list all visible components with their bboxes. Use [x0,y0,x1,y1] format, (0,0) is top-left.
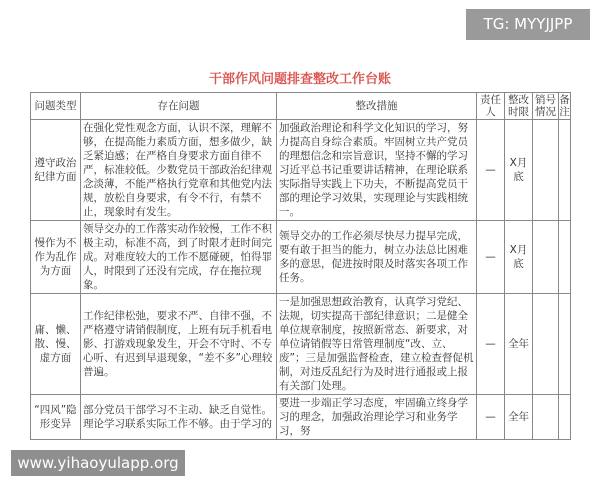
cell-type: 庸、懒、散、慢、虚方面 [31,294,81,395]
header-remark: 备注 [559,94,570,118]
header-status: 销号情况 [533,93,559,120]
cell-measure: 要进一步端正学习态度，牢固确立终身学习的理念，加强政治理论学习和业务学习，努 [277,395,477,440]
header-person: 责任人 [477,93,505,120]
cell-measure: 领导交办的工作必须尽快尽力提早完成，要有敢于担当的能力，树立办法总比困难多的意思，促进按时限及时落实各项工作任务。 [277,221,477,294]
document-title: 干部作风问题排查整改工作台账 [208,72,391,87]
cell-status [533,120,559,221]
cell-measure: 一是加强思想政治教育，认真学习党纪、法规，切实提高干部纪律意识；二是健全单位规章制度，按照新常态、新要求，对单位请销假等日常管理制度“改、立、废”；三是加强监督检查，建立检查督促机制，对违反乱纪行为及时进行通报或上报有关部门处理。 [277,294,477,395]
cell-measure: 加强政治理论和科学文化知识的学习，努力提高自身综合素质。牢固树立共产党员的理想信念和宗旨意识，坚持不懈的学习习近平总书记重要讲话精神，在理论联系实际指导实践上下功夫，不断提高党员干部的理论学习效果，实现理论与实践相统一。 [277,120,477,221]
cell-problem: 在强化党性观念方面，认识不深，理解不够，在提高能力素质方面，想多做少，缺乏紧迫感；在严格自身要求方面自律不严，标准较低。少数党员干部政治纪律观念淡薄，不能严格执行党章和其他党内法规，放松自身要求，有令不行，有禁不止，现象时有发生。 [81,120,277,221]
rectification-ledger-table [30,92,571,440]
header-type: 问题类型 [31,93,81,120]
table-row [31,294,571,395]
table-row [31,221,571,294]
table-row [31,120,571,221]
site-watermark: www.yihaoyulapp.org [11,450,185,476]
cell-status [533,294,559,395]
cell-person: — [477,120,505,221]
cell-type: 遵守政治纪律方面 [31,120,81,221]
header-problem: 存在问题 [81,93,277,120]
header-measure: 整改措施 [277,93,477,120]
cell-type: 慢作为不作为乱作为方面 [31,221,81,294]
table-row [31,395,571,440]
cell-person: — [477,294,505,395]
cell-remark [559,294,571,395]
cell-deadline: X月底 [505,221,533,294]
cell-deadline: 全年 [505,395,533,440]
cell-problem: 部分党员干部学习不主动、缺乏自觉性。理论学习联系实际工作不够。由于学习的 [81,395,277,440]
cell-deadline: X月底 [505,120,533,221]
tg-watermark: TG: MYYJJPP [466,9,590,40]
table-header-row [31,93,571,120]
cell-remark [559,120,571,221]
cell-person: — [477,221,505,294]
cell-remark [559,221,571,294]
cell-problem: 工作纪律松弛，要求不严、自律不强，不严格遵守请销假制度，上班有玩手机看电影、打游戏现象发生，开会不守时、不专心听、有迟到早退现象，“差不多”心理较普遍。 [81,294,277,395]
cell-deadline: 全年 [505,294,533,395]
cell-person: — [477,395,505,440]
cell-status [533,221,559,294]
cell-type: “四风”隐形变异 [31,395,81,440]
cell-remark [559,395,571,440]
cell-problem: 领导交办的工作落实动作较慢，工作不积极主动，标准不高，到了时限才赶时间完成。对难度较大的工作不愿碰硬，怕得罪人，时限到了还没有完成，存在拖拉现象。 [81,221,277,294]
cell-status [533,395,559,440]
header-deadline: 整改时限 [505,93,533,120]
